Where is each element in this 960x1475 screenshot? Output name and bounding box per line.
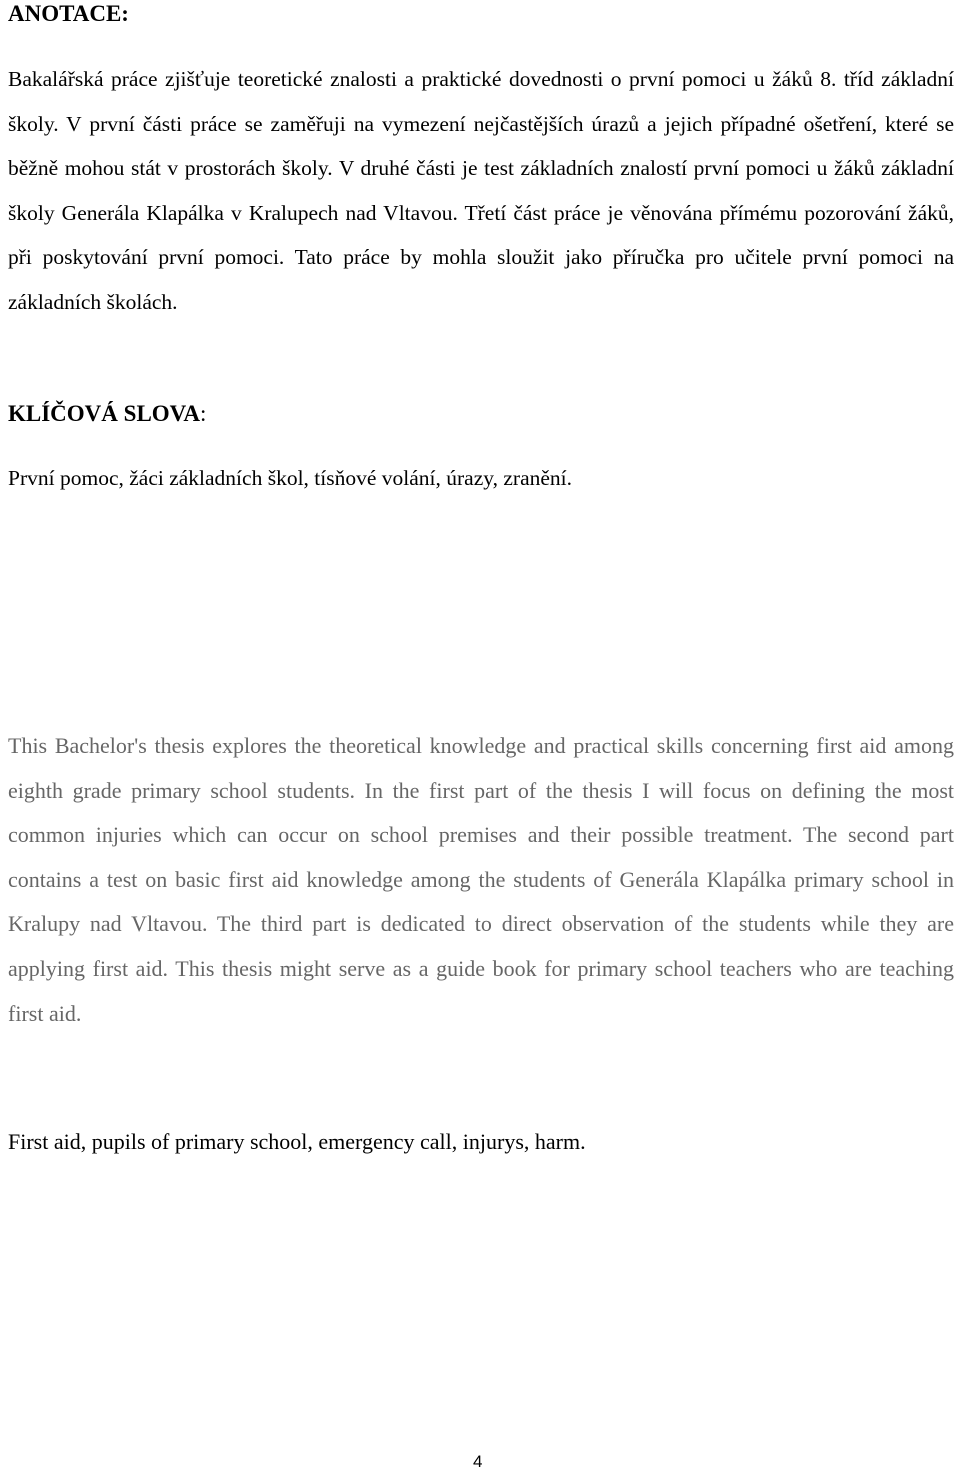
keywords-heading: [8, 400, 206, 428]
annotation-paragraph: Bakalářská práce zjišťuje teoretické znalosti a praktické dovednosti o první pomoci u žáků 8. tříd základní školy. V první části práce se zaměřuji na vymezení nejčastějších úrazů a jejich případné ošetření, které se běžně mohou stát v prostorách školy. V druhé části je test základních znalostí první pomoci u žáků základní školy Generála Klapálka v Kralupech nad Vltavou. Třetí část práce je věnována přímému pozorování žáků, při poskytování první pomoci. Tato práce by mohla sloužit jako příručka pro učitele první pomoci na základních školách.: [8, 67, 954, 314]
keywords-paragraph: První pomoc, žáci základních škol, tísňové volání, úrazy, zranění.: [8, 466, 572, 490]
keywords-heading-colon: :: [199, 401, 207, 426]
english-keywords-paragraph: First aid, pupils of primary school, emergency call, injurys, harm.: [8, 1129, 586, 1154]
abstract-paragraph: This Bachelor's thesis explores the theoretical knowledge and practical skills concerning first aid among eighth grade primary school students. In the first part of the thesis I will focus on defining the most common injuries which can occur on school premises and their possible treatment. The second part contains a test on basic first aid knowledge among the students of Generála Klapálka primary school in Kralupy nad Vltavou. The third part is dedicated to direct observation of the students while they are applying first aid. This thesis might serve as a guide book for primary school teachers who are teaching first aid.: [8, 733, 954, 1026]
page-number: 4: [473, 1452, 483, 1471]
keywords-heading-text: KLÍČOVÁ SLOVA: [8, 401, 200, 426]
annotation-heading: ANOTACE:: [8, 1, 129, 26]
